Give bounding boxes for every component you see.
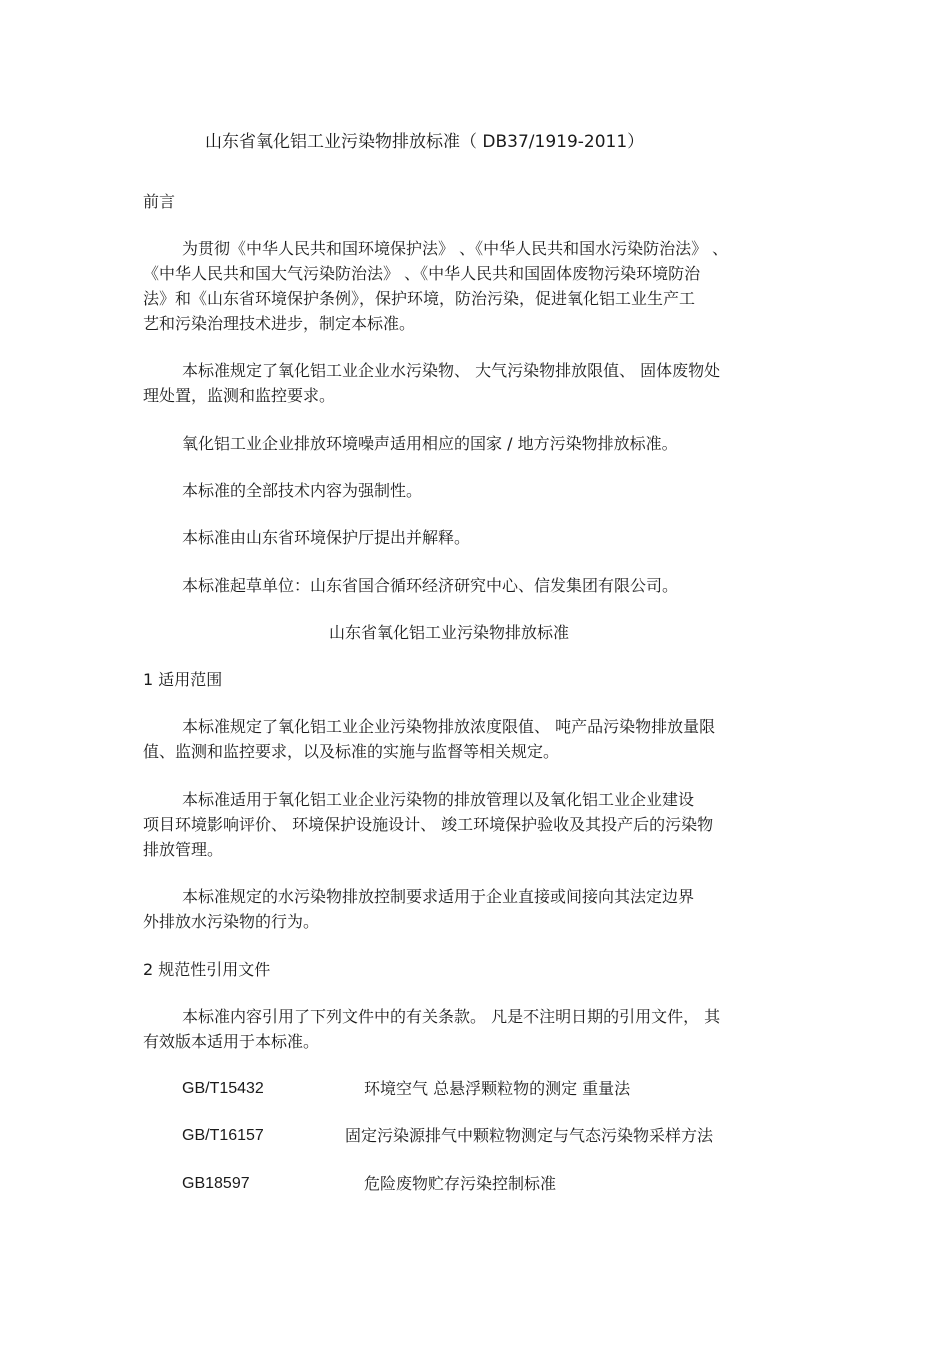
section-2-heading: 2 规范性引用文件	[143, 960, 271, 979]
preface-paragraph-4: 本标准的全部技术内容为强制性。	[182, 481, 423, 500]
paragraph-line: 为贯彻《中华人民共和国环境保护法》 、《中华人民共和国水污染防治法》 、	[182, 239, 729, 258]
preface-paragraph-6: 本标准起草单位：山东省国合循环经济研究中心、信发集团有限公司。	[182, 576, 679, 595]
preface-paragraph-3: 氧化铝工业企业排放环境噪声适用相应的国家 / 地方污染物排放标准。	[182, 434, 678, 453]
paragraph-line: 排放管理。	[143, 840, 224, 859]
paragraph-line: 本标准规定了氧化铝工业企业水污染物、 大气污染物排放限值、 固体废物处	[182, 361, 721, 380]
paragraph-line: 本标准规定了氧化铝工业企业污染物排放浓度限值、 吨产品污染物排放量限	[182, 717, 716, 736]
preface-paragraph-5: 本标准由山东省环境保护厅提出并解释。	[182, 528, 471, 547]
paragraph-line: 艺和污染治理技术进步，制定本标准。	[143, 314, 416, 333]
paragraph-line: 有效版本适用于本标准。	[143, 1032, 320, 1051]
reference-title: 环境空气 总悬浮颗粒物的测定 重量法	[364, 1079, 631, 1098]
paragraph-line: 值、监测和监控要求，以及标准的实施与监督等相关规定。	[143, 742, 560, 761]
paragraph-line: 本标准规定的水污染物排放控制要求适用于企业直接或间接向其法定边界	[182, 887, 695, 906]
preface-heading: 前言	[143, 192, 176, 211]
standard-subtitle: 山东省氧化铝工业污染物排放标准	[329, 623, 570, 642]
paragraph-line: 项目环境影响评价、 环境保护设施设计、 竣工环境保护验收及其投产后的污染物	[143, 815, 714, 834]
reference-code: GB18597	[182, 1175, 250, 1192]
paragraph-line: 《中华人民共和国大气污染防治法》 、《中华人民共和国固体废物污染环境防治	[143, 264, 701, 283]
paragraph-line: 法》和《山东省环境保护条例》，保护环境，防治污染，促进氧化铝工业生产工	[143, 289, 696, 308]
document-title: 山东省氧化铝工业污染物排放标准（ DB37/1919-2011）	[205, 132, 645, 152]
reference-code: GB/T15432	[182, 1080, 264, 1097]
paragraph-line: 本标准适用于氧化铝工业企业污染物的排放管理以及氧化铝工业企业建设	[182, 790, 695, 809]
reference-title: 固定污染源排气中颗粒物测定与气态污染物采样方法	[345, 1126, 714, 1145]
section-1-heading: 1 适用范围	[143, 670, 223, 689]
reference-title: 危险废物贮存污染控制标准	[364, 1174, 557, 1193]
reference-code: GB/T16157	[182, 1127, 264, 1144]
paragraph-line: 外排放水污染物的行为。	[143, 912, 320, 931]
paragraph-line: 理处置，监测和监控要求。	[143, 386, 336, 405]
paragraph-line: 本标准内容引用了下列文件中的有关条款。 凡是不注明日期的引用文件， 其	[182, 1007, 721, 1026]
